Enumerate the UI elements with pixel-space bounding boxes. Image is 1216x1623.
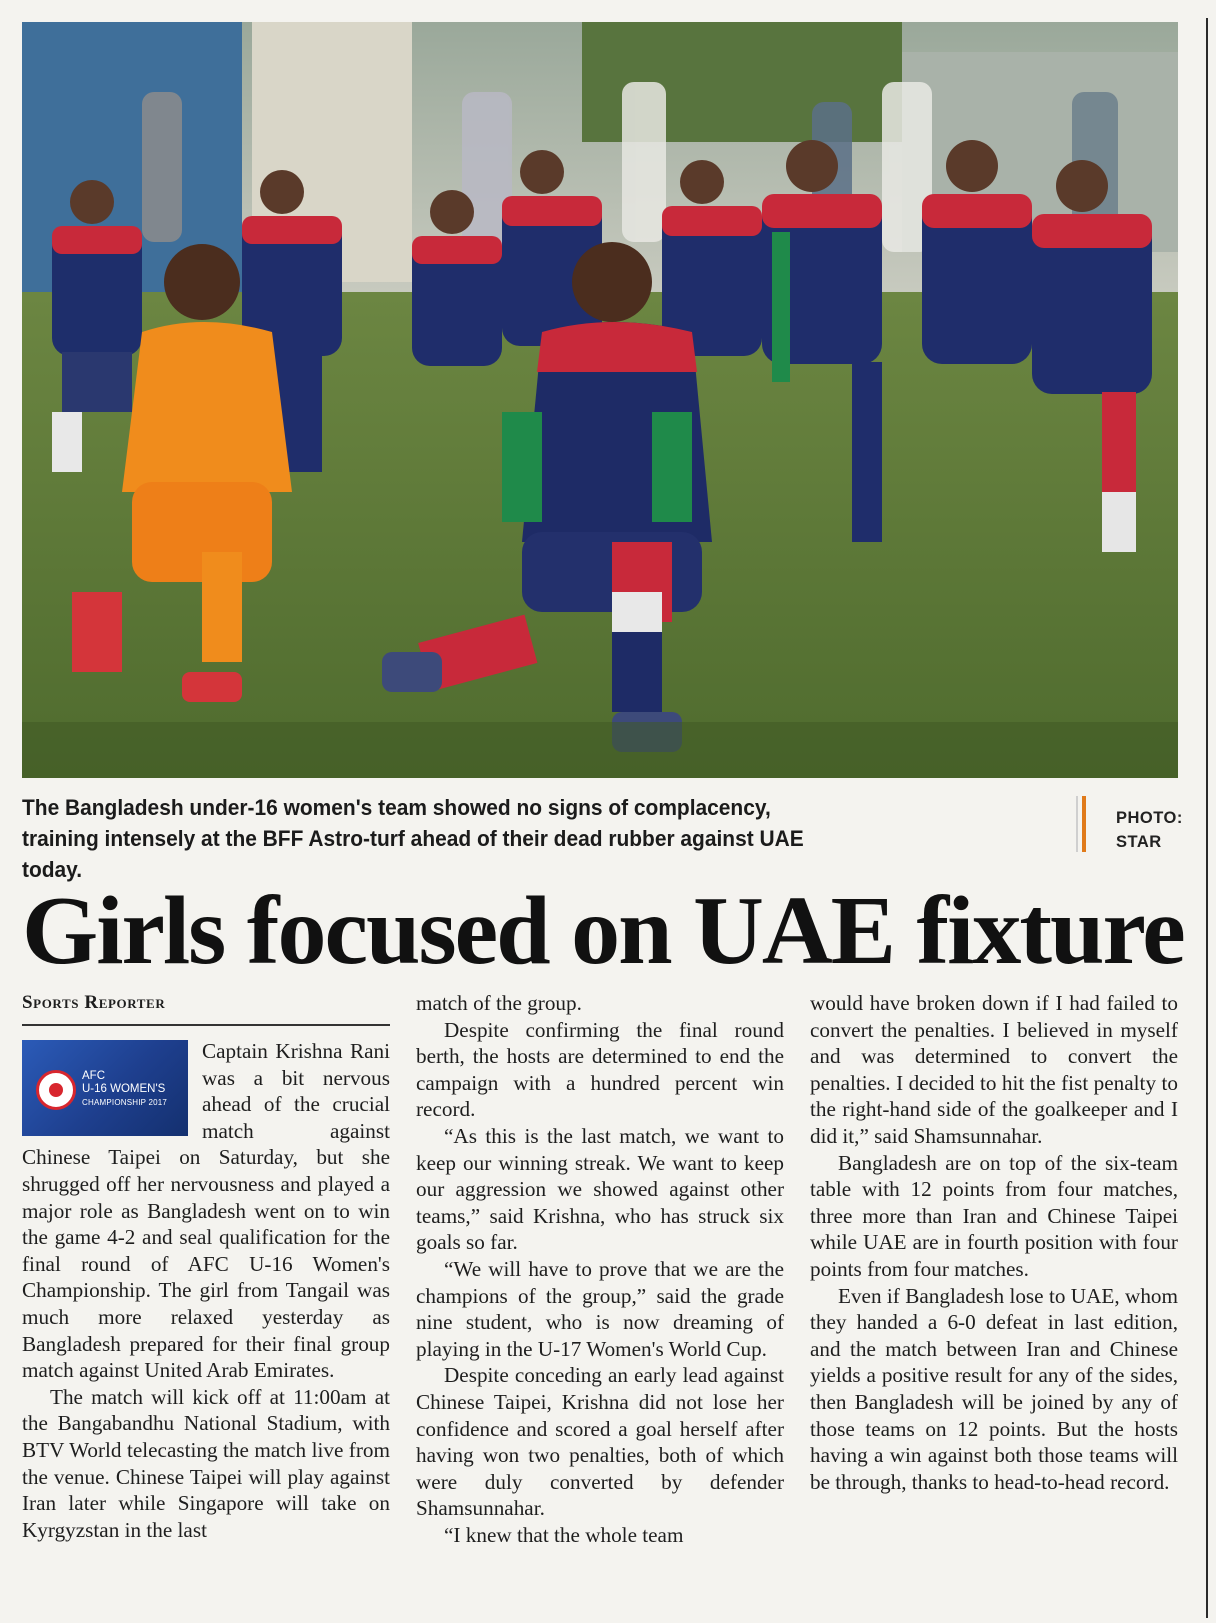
article-paragraph: “As this is the last match, we want to keep our winning streak. We want to keep our aggression we showed against other teams,” said Krishna, who has struck six goals so far. xyxy=(416,1123,784,1255)
page-edge-divider xyxy=(1206,18,1208,1618)
byline: Sports Reporter xyxy=(22,990,390,1026)
afc-logo-icon xyxy=(22,1040,188,1136)
article-paragraph: The match will kick off at 11:00am at the Bangabandhu National Stadium, with BTV World telecasting the match live from the venue. Chinese Taipei will play against Iran later while Singapore will take on Kyrgyzstan in the last xyxy=(22,1384,390,1542)
article-paragraph: “We will have to prove that we are the champions of the group,” said the grade nine student, who is now dreaming of playing in the U-17 Women's World Cup. xyxy=(416,1256,784,1361)
football-icon xyxy=(36,1070,76,1110)
logo-line-1: AFC xyxy=(82,1070,105,1082)
photo-illustration xyxy=(22,22,1178,778)
article-column-3 xyxy=(810,990,1178,1495)
photo-credit-label: PHOTO: xyxy=(1116,809,1183,827)
championship-logo xyxy=(22,1040,188,1136)
article-column-2 xyxy=(416,990,784,1548)
logo-line-2: U-16 WOMEN'S xyxy=(82,1083,166,1095)
photo-credit-accent-bar xyxy=(1082,796,1086,852)
article-paragraph: would have broken down if I had failed to convert the penalties. I believed in myself and was determined to convert the penalties. I decided to hit the fist penalty to the right-hand side of the goalkeeper and I did it,” said Shamsunnahar. xyxy=(810,991,1178,1148)
photo-credit xyxy=(1116,806,1183,854)
article-paragraph: Despite conceding an early lead against Chinese Taipei, Krishna did not lose her confidence and scored a goal herself after having won two penalties, both of which were duly converted by defender Shamsunnahar. xyxy=(416,1363,784,1521)
article-paragraph: Captain Krishna Rani was a bit nervous ahead of the crucial match against Chinese Taipei on Saturday, but she shrugged off her nervousness and played a major role as Bangladesh went on to win the game 4-2 and seal qualification for the final round of AFC U-16 Women's Championship. The girl from Tangail was much more relaxed yesterday as Bangladesh prepared for their final group match against United Arab Emirates. xyxy=(22,1039,390,1383)
headline: Girls focused on UAE fixture xyxy=(22,877,1184,985)
photo-caption: The Bangladesh under-16 women's team showed no signs of complacency, training intensely at the BFF Astro-turf ahead of their dead rubber against UAE today. xyxy=(22,795,804,882)
logo-line-3: CHAMPIONSHIP 2017 xyxy=(82,1098,168,1107)
article-paragraph: Bangladesh are on top of the six-team table with 12 points from four matches, three more than Iran and Chinese Taipei while UAE are in fourth position with four points from four matches. xyxy=(810,1150,1178,1281)
photo-credit-source: STAR xyxy=(1116,833,1162,851)
team-training-photo xyxy=(22,22,1178,778)
article-paragraph: Despite confirming the final round berth, the hosts are determined to end the campaign with a hundred percent win record. xyxy=(416,1017,784,1122)
article-column-1 xyxy=(22,990,390,1543)
logo-text xyxy=(82,1070,167,1109)
article-paragraph: “I knew that the whole team xyxy=(444,1522,684,1547)
article-paragraph: Even if Bangladesh lose to UAE, whom they handed a 6-0 defeat in last edition, and the match between Iran and Chinese yields a positive result for any of the sides, then Bangladesh will be joined by any of those teams on 12 points. But the hosts having a win against both those teams will be through, thanks to head-to-head record. xyxy=(810,1283,1178,1494)
article-paragraph: match of the group. xyxy=(416,991,582,1015)
